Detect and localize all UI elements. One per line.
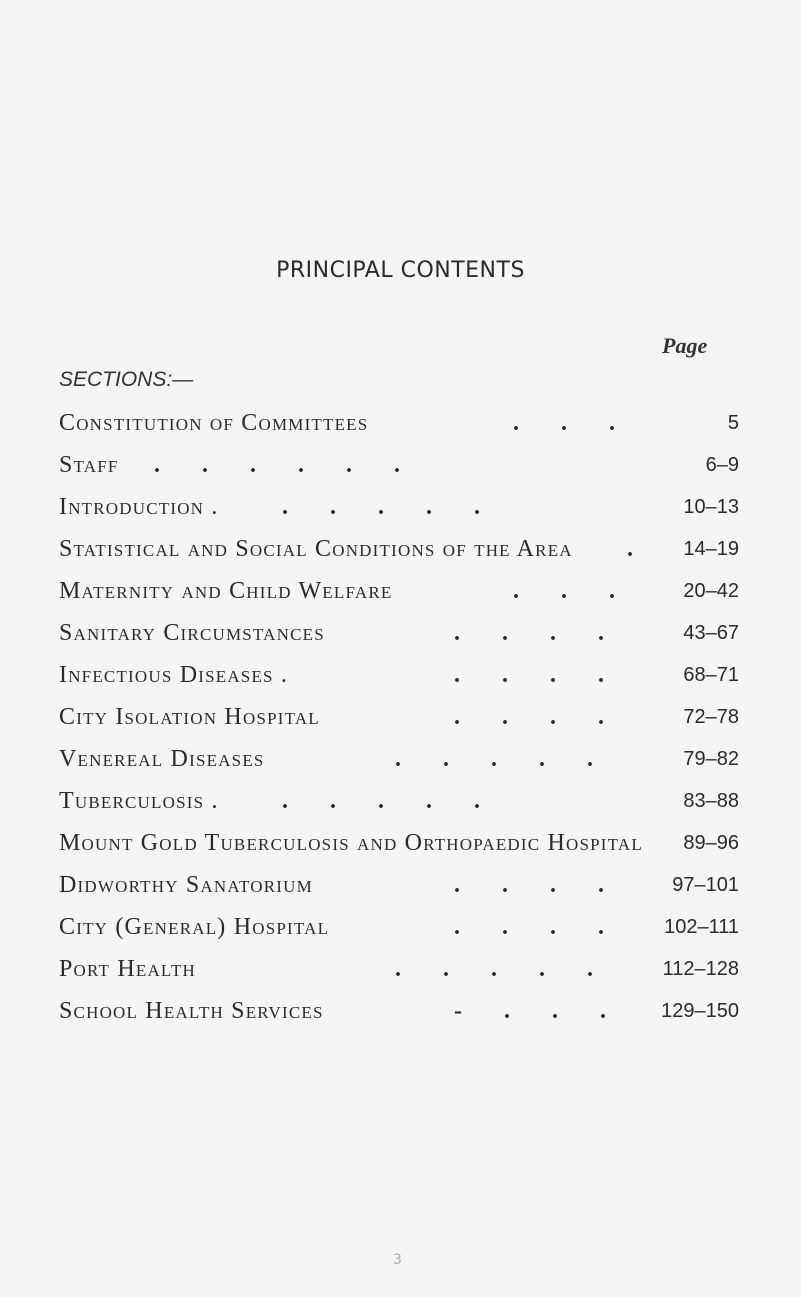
- toc-entry-title: Tuberculosis .: [59, 788, 219, 814]
- toc-entry-page: 5: [727, 412, 739, 434]
- toc-entry: [59, 998, 739, 1032]
- toc-entry-title: Staff: [59, 452, 119, 478]
- toc-entry-title: Statistical and Social Conditions of the Area: [59, 536, 573, 562]
- toc-entry-leader: .: [627, 536, 633, 562]
- toc-entry-leader: . . . . .: [395, 956, 593, 982]
- toc-entry: [59, 578, 739, 612]
- toc-entry-page: 102–111: [664, 916, 739, 938]
- toc-entry: [59, 788, 739, 822]
- toc-entry: [59, 830, 739, 864]
- toc-entry-page: 68–71: [683, 664, 739, 686]
- toc-entry-title: Constitution of Committees: [59, 410, 369, 436]
- toc-entry-title: Mount Gold Tuberculosis and Orthopaedic Hospital: [59, 830, 643, 856]
- page-number-mark: 3: [393, 1252, 402, 1268]
- toc-entry-page: 14–19: [683, 538, 739, 560]
- toc-entry-title: Port Health: [59, 956, 197, 982]
- page-column-label: Page: [662, 333, 708, 358]
- toc-entry-leader: . . . . .: [282, 494, 480, 520]
- toc-entry-page: 79–82: [683, 748, 739, 770]
- toc-entry: [59, 704, 739, 738]
- toc-entry-leader: . . . .: [454, 914, 604, 940]
- toc-entry: [59, 536, 739, 570]
- toc-entry-leader: - . . .: [454, 998, 606, 1024]
- toc-entry-title: Maternity and Child Welfare: [59, 578, 393, 604]
- toc-entry-page: 72–78: [683, 706, 739, 728]
- toc-entry: [59, 956, 739, 990]
- toc-entry-page: 43–67: [683, 622, 739, 644]
- toc-entry: [59, 662, 739, 696]
- toc-entry-leader: . . .: [513, 410, 615, 436]
- toc-entry-page: 129–150: [661, 1000, 739, 1022]
- toc-entry-title: City Isolation Hospital: [59, 704, 320, 730]
- toc-entry-leader: . . . . .: [395, 746, 593, 772]
- toc-entry-page: 97–101: [672, 874, 739, 896]
- toc-entry-page: 112–128: [662, 958, 739, 980]
- toc-entry-title: Introduction .: [59, 494, 219, 520]
- toc-entry-page: 89–96: [683, 832, 739, 854]
- toc-entry: [59, 620, 739, 654]
- toc-entry-title: Venereal Diseases: [59, 746, 265, 772]
- toc-entry-leader: . . . .: [454, 704, 604, 730]
- page-title: PRINCIPAL CONTENTS: [276, 258, 525, 283]
- toc-entry-leader: . . . .: [454, 620, 604, 646]
- toc-entry-leader: . . .: [513, 578, 615, 604]
- toc-entry-leader: . . . .: [454, 872, 604, 898]
- toc-entry-leader: . . . .: [454, 662, 604, 688]
- toc-entry-title: Infectious Diseases .: [59, 662, 289, 688]
- toc-entry: [59, 410, 739, 444]
- toc-entry-page: 6–9: [705, 454, 739, 476]
- toc-entry-page: 20–42: [683, 580, 739, 602]
- toc-entry-page: 83–88: [683, 790, 739, 812]
- toc-entry-leader: . . . . .: [282, 788, 480, 814]
- sections-label: SECTIONS:—: [59, 368, 194, 391]
- toc-entry-title: Didworthy Sanatorium: [59, 872, 313, 898]
- toc-entry: [59, 914, 739, 948]
- toc-entry: [59, 872, 739, 906]
- toc-entry: [59, 746, 739, 780]
- toc-entry: [59, 494, 739, 528]
- toc-entry: [59, 452, 739, 486]
- toc-entry-leader: . . . . . .: [154, 452, 400, 478]
- toc-entry-title: City (General) Hospital: [59, 914, 330, 940]
- toc-entry-page: 10–13: [683, 496, 739, 518]
- toc-entry-title: Sanitary Circumstances: [59, 620, 325, 646]
- toc-entry-title: School Health Services: [59, 998, 324, 1024]
